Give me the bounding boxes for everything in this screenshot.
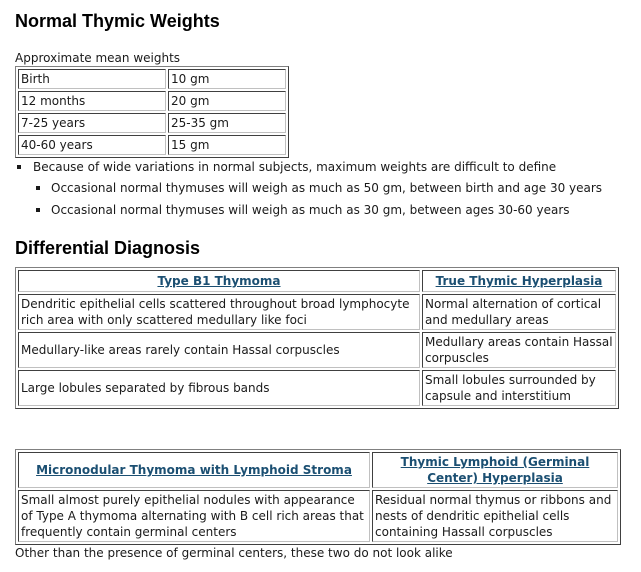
table-cell: Residual normal thymus or ribbons and nests of dendritic epithelial cells containing Hassall corpuscles [372,490,618,542]
list-item [15,159,625,176]
weight-cell: 15 gm [168,135,286,155]
section-title-differential: Differential Diagnosis [15,238,201,258]
age-cell: 7-25 years [18,113,166,133]
section-title-normal-weights: Normal Thymic Weights [15,11,220,31]
weight-cell: 25-35 gm [168,113,286,133]
table-row [18,113,286,133]
table-cell: Dendritic epithelial cells scattered throughout broad lymphocyte rich area with only scattered medullary like foci [18,294,420,330]
table-cell: Small lobules surrounded by capsule and interstitium [422,370,616,406]
bullet-icon [17,165,21,169]
table-cell: Medullary-like areas rarely contain Hassal corpuscles [18,332,420,368]
bullet-text: Occasional normal thymuses will weigh as much as 50 gm, between birth and age 30 years [51,181,603,195]
table-row [18,135,286,155]
comparison-note: Other than the presence of germinal centers, these two do not look alike [15,546,453,560]
table-row [18,370,616,406]
table-row [18,91,286,111]
page-content [15,10,625,560]
age-cell: Birth [18,69,166,89]
table-header-row [18,270,616,292]
header-link-type-b1-thymoma[interactable]: Type B1 Thymoma [18,270,420,292]
table-row [18,69,286,89]
weights-caption: Approximate mean weights [15,51,181,65]
header-link-micronodular-thymoma[interactable]: Micronodular Thymoma with Lymphoid Stroma [18,452,370,488]
differential-table-b1 [15,267,619,409]
table-header-row [18,452,618,488]
header-link-thymic-lymphoid-hyperplasia[interactable]: Thymic Lymphoid (Germinal Center) Hyperplasia [372,452,618,488]
header-link-true-thymic-hyperplasia[interactable]: True Thymic Hyperplasia [422,270,616,292]
weight-cell: 10 gm [168,69,286,89]
differential-table-micronodular [15,449,621,545]
table-cell: Large lobules separated by fibrous bands [18,370,420,406]
table-row [18,294,616,330]
list-item [15,178,625,198]
table-cell: Small almost purely epithelial nodules with appearance of Type A thymoma alternating with B cell rich areas that frequently contain germinal centers [18,490,370,542]
table-cell: Medullary areas contain Hassal corpuscles [422,332,616,368]
weights-table [15,66,289,158]
table-row [18,332,616,368]
bullet-icon [36,186,40,190]
list-item [15,200,625,220]
weights-notes-list [15,159,625,220]
table-row [18,490,618,542]
bullet-text: Because of wide variations in normal subjects, maximum weights are difficult to define [33,160,557,174]
age-cell: 12 months [18,91,166,111]
weight-cell: 20 gm [168,91,286,111]
bullet-text: Occasional normal thymuses will weigh as much as 30 gm, between ages 30-60 years [51,203,570,217]
age-cell: 40-60 years [18,135,166,155]
table-cell: Normal alternation of cortical and medullary areas [422,294,616,330]
bullet-icon [36,208,40,212]
